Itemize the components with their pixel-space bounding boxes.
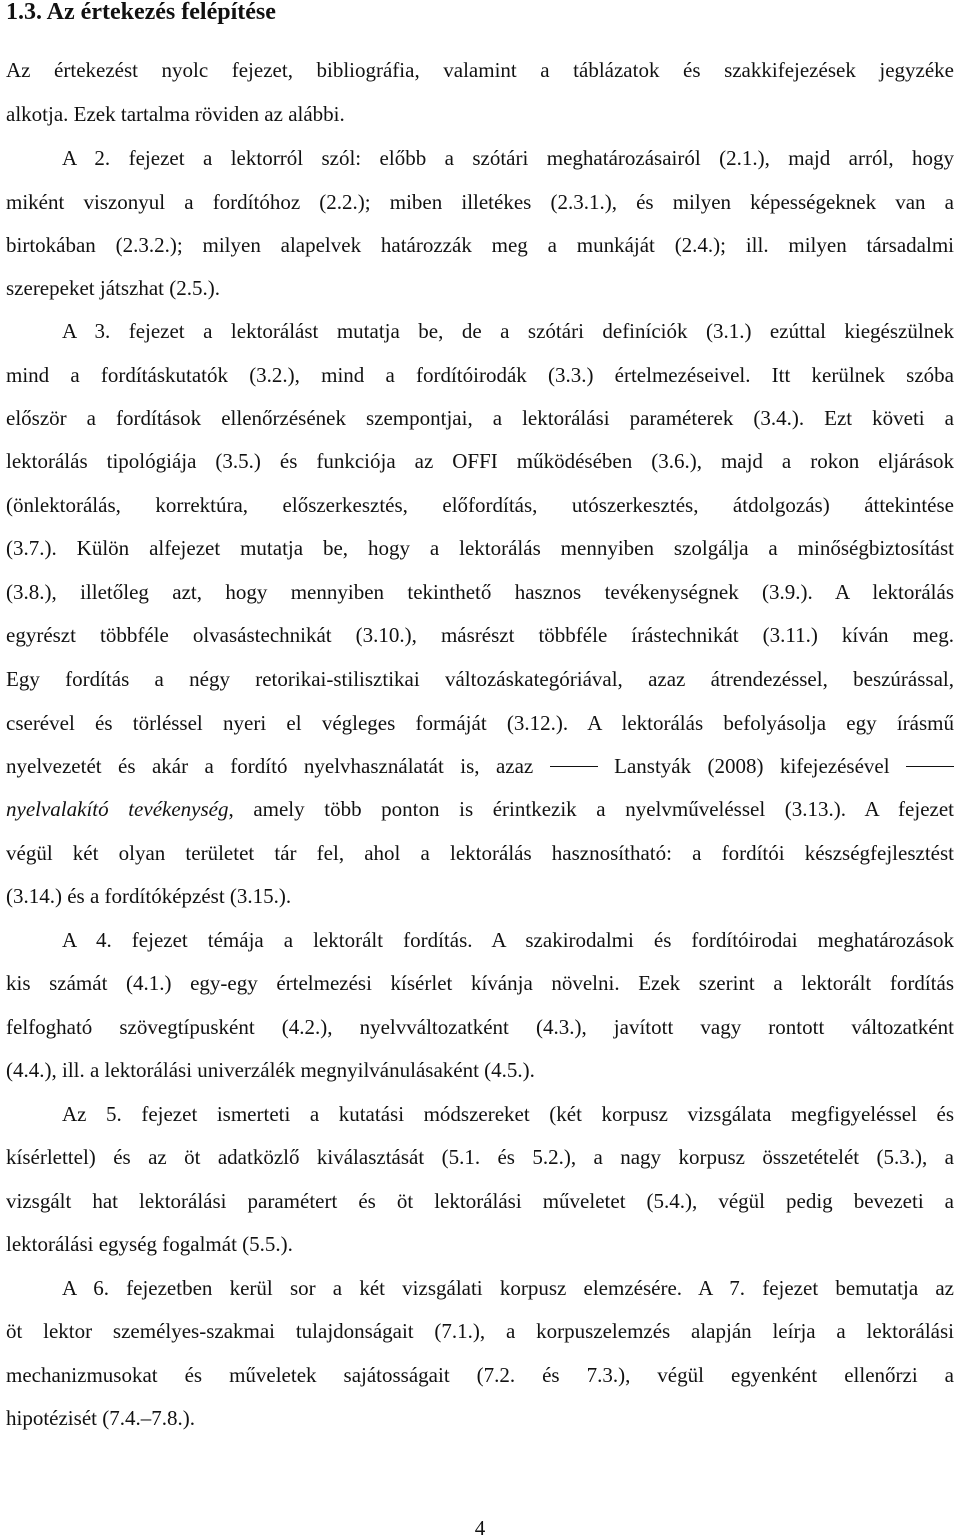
em-dash [550,766,598,767]
text-line: vizsgált hat lektorálási paramétert és öt lektorálási műveletet (5.4.), végül pedig bevezeti a [6,1189,954,1213]
page-number: 4 [474,1516,486,1540]
text-line: egyrészt többféle olvasástechnikát (3.10.), másrészt többféle írástechnikát (3.11.) kíván meg. [6,623,954,647]
text-line: A 4. fejezet témája a lektorált fordítás. A szakirodalmi és fordítóirodai meghatározások [62,928,954,952]
section-heading: 1.3. Az értekezés felépítése [6,0,276,25]
text-line [6,751,954,781]
text-line: szerepeket játszhat (2.5.). [6,276,220,300]
text-line: mind a fordításkutatók (3.2.), mind a fordítóirodák (3.3.) értelmezéseivel. Itt kerülnek szóba [6,363,954,387]
text-line: cserével és törléssel nyeri el végleges formáját (3.12.). A lektorálás befolyásolja egy írásmű [6,711,954,735]
text-line: (3.7.). Külön alfejezet mutatja be, hogy a lektorálás mennyiben szolgálja a minőségbiztosítást [6,536,954,560]
text-line: kísérlettel) és az öt adatközlő kiválasztását (5.1. és 5.2.), a nagy korpusz összetételét (5.3.), a [6,1145,954,1169]
text-line: mechanizmusokat és műveletek sajátosságait (7.2. és 7.3.), végül egyenként ellenőrzi a [6,1363,954,1387]
text-line: végül két olyan területet tár fel, ahol a lektorálás hasznosítható: a fordítói készségfejlesztést [6,841,954,865]
text-line: (3.14.) és a fordítóképzést (3.15.). [6,884,292,908]
text-line: (4.4.), ill. a lektorálási univerzálék megnyilvánulásaként (4.5.). [6,1058,535,1082]
text-line: öt lektor személyes-szakmai tulajdonságait (7.1.), a korpuszelemzés alapján leírja a lektorálási [6,1319,954,1343]
text-line: lektorálás tipológiája (3.5.) és funkciója az OFFI működésében (3.6.), majd a rokon eljárások [6,449,954,473]
text-line: birtokában (2.3.2.); milyen alapelvek határozzák meg a munkáját (2.4.); ill. milyen társadalmi [6,233,954,257]
text-line: Az 5. fejezet ismerteti a kutatási módszereket (két korpusz vizsgálata megfigyeléssel és [62,1102,954,1126]
text-line: (3.8.), illetőleg azt, hogy mennyiben tekinthető hasznos tevékenységnek (3.9.). A lektorálás [6,580,954,604]
text-line: alkotja. Ezek tartalma röviden az alábbi. [6,102,345,126]
text-line: A 6. fejezetben kerül sor a két vizsgálati korpusz elemzésére. A 7. fejezet bemutatja az [62,1276,954,1300]
text-line: Egy fordítás a négy retorikai-stilisztikai változáskategóriával, azaz átrendezéssel, beszúrással, [6,667,954,691]
text-line: A 3. fejezet a lektorálást mutatja be, de a szótári definíciók (3.1.) ezúttal kiegészülnek [62,319,954,343]
text-line: először a fordítások ellenőrzésének szempontjai, a lektorálási paraméterek (3.4.). Ezt követi a [6,406,954,430]
text-line: miként viszonyul a fordítóhoz (2.2.); miben illetékes (2.3.1.), és milyen képességeknek van a [6,190,954,214]
text-line: felfogható szövegtípusként (4.2.), nyelvváltozatként (4.3.), javított vagy rontott változatként [6,1015,954,1039]
text-line [6,794,954,824]
text-line: Az értekezést nyolc fejezet, bibliográfia, valamint a táblázatok és szakkifejezések jegyzéke [6,58,954,82]
text-line: kis számát (4.1.) egy-egy értelmezési kísérlet kívánja növelni. Ezek szerint a lektorált fordítás [6,971,954,995]
text-line: hipotézisét (7.4.–7.8.). [6,1406,195,1430]
em-dash [906,766,954,767]
italic-term: nyelvalakító tevékenység [6,797,229,821]
text-fragment: nyelvezetét és akár a fordító nyelvhasználatát is, azaz [6,754,534,778]
text-line: (önlektorálás, korrektúra, előszerkesztés, előfordítás, utószerkesztés, átdolgozás) áttekintése [6,493,954,517]
text-fragment: , amely több ponton is érintkezik a nyelvműveléssel (3.13.). A fejezet [228,797,955,821]
text-fragment: Lanstyák (2008) kifejezésével [614,754,890,778]
text-line: lektorálási egység fogalmát (5.5.). [6,1232,293,1256]
text-line: A 2. fejezet a lektorról szól: előbb a szótári meghatározásairól (2.1.), majd arról, hogy [62,146,954,170]
